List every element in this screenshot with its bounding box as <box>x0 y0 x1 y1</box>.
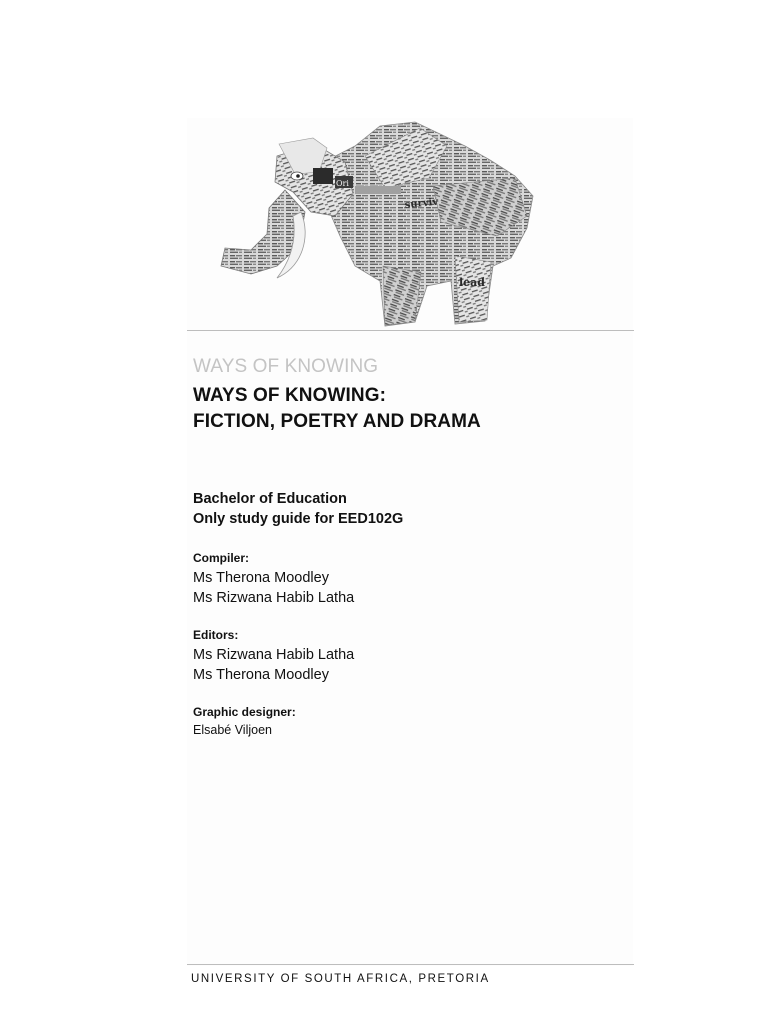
footer-divider <box>187 964 634 965</box>
compiler-credit <box>193 550 354 608</box>
newspaper-collage-elephant-icon <box>215 116 545 328</box>
designer-credit <box>193 704 296 738</box>
compiler-name: Ms Therona Moodley <box>193 570 329 586</box>
collage-text-lead: lead <box>459 276 485 289</box>
title-line: WAYS OF KNOWING: <box>193 385 387 406</box>
series-title: WAYS OF KNOWING <box>193 356 379 377</box>
collage-text-surviv: surviv <box>404 196 439 211</box>
degree-line: Bachelor of Education <box>193 491 347 507</box>
degree-line: Only study guide for EED102G <box>193 511 404 527</box>
compiler-name: Ms Rizwana Habib Latha <box>193 590 355 606</box>
editor-name: Ms Therona Moodley <box>193 667 329 683</box>
publisher-name: UNIVERSITY OF SOUTH AFRICA, PRETORIA <box>191 973 490 985</box>
editors-credit <box>193 627 354 685</box>
editors-label: Editors: <box>193 628 239 642</box>
designer-name: Elsabé Viljoen <box>193 723 272 737</box>
document-title <box>193 383 481 435</box>
designer-label: Graphic designer: <box>193 705 296 719</box>
editor-name: Ms Rizwana Habib Latha <box>193 647 355 663</box>
collage-text-ori: Ori <box>336 179 349 188</box>
degree-info <box>193 489 403 529</box>
compiler-label: Compiler: <box>193 551 250 565</box>
title-line: FICTION, POETRY AND DRAMA <box>193 411 481 432</box>
header-divider <box>187 330 634 331</box>
